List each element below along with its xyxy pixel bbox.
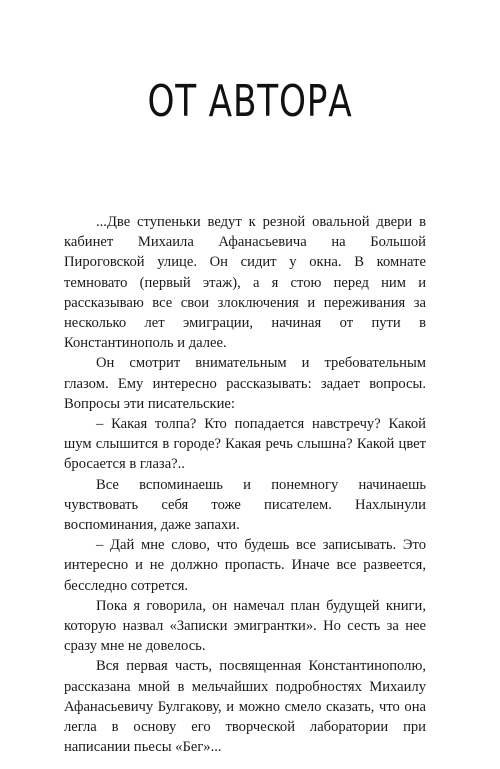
paragraph: Вся первая часть, посвященная Константинополю, рассказана мной в мельчайших подробностях Михаилу Афанасьевичу Булгакову, и можно смело сказать, что она легла в основу его творческой лаборатории при написании пьесы «Бег»... (64, 658, 426, 756)
paragraph: Все вспоминаешь и понемногу начинаешь чувствовать себя тоже писателем. Нахлынули воспоминания, даже запахи. (64, 476, 426, 534)
paragraph: Он смотрит внимательным и требовательным глазом. Ему интересно рассказывать: задает вопросы. Вопросы эти писательские: (64, 355, 426, 412)
paragraph: – Дай мне слово, что будешь все записывать. Это интересно и не должно пропасть. Иначе все развеется, бесследно сотрется. (64, 537, 426, 594)
paragraph: – Какая толпа? Кто попадается навстречу? Какой шум слышится в городе? Какая речь слышна? Какой цвет бросается в глаза?.. (64, 416, 426, 473)
chapter-title: ОТ АВТОРА (147, 76, 353, 127)
paragraph: ...Две ступеньки ведут к резной овальной двери в кабинет Михаила Афанасьевича на Большой Пироговской улице. Он сидит у окна. В комнате темновато (первый этаж), а я стою перед ним и рассказываю все свои злоключения и переживания за несколько лет эмиграции, начиная от пути в Константинополь и далее. (64, 214, 426, 352)
paragraph: Пока я говорила, он намечал план будущей книги, которую назвал «Записки эмигрантки». Но сесть за нее сразу мне не довелось. (64, 597, 426, 655)
chapter-body (64, 212, 426, 757)
